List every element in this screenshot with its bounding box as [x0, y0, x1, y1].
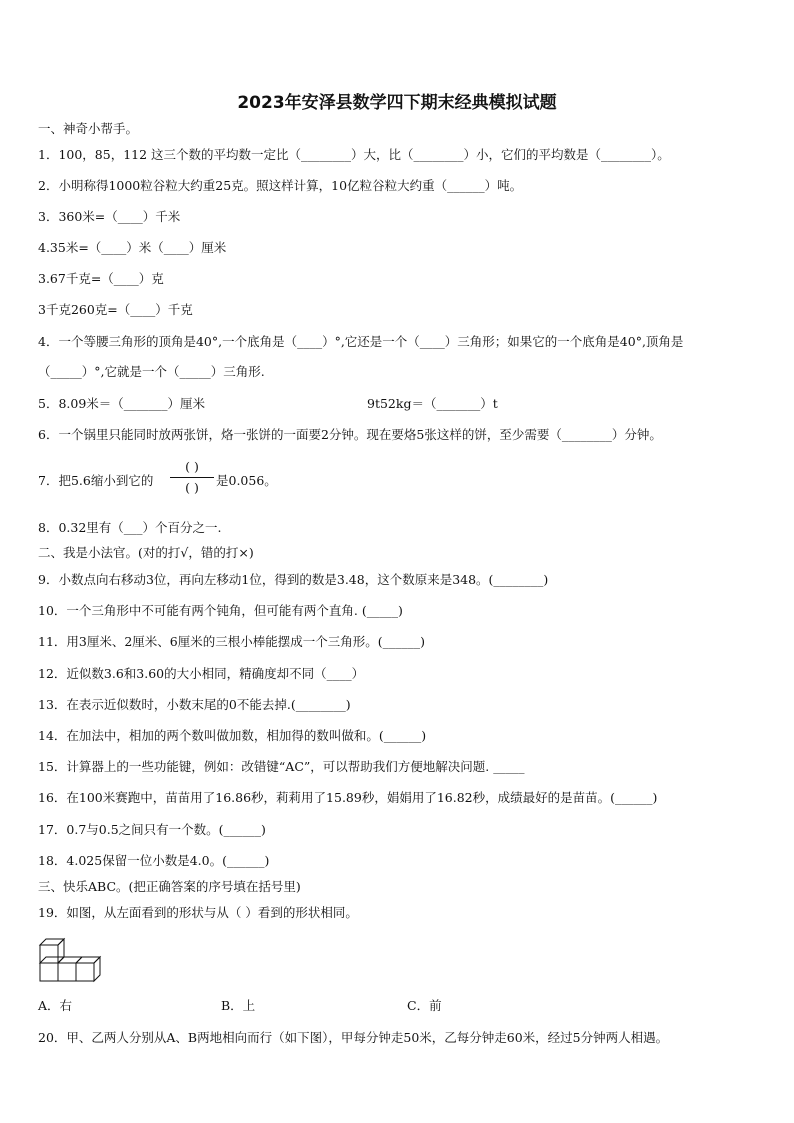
question-2: 2．小明称得1000粒谷粒大约重25克。照这样计算，10亿粒谷粒大约重（______）吨。	[38, 178, 523, 193]
option-a: A．右	[38, 998, 73, 1013]
question-1: 1．100，85，112 这三个数的平均数一定比（________）大，比（________）小，它们的平均数是（________）。	[38, 147, 670, 162]
question-17: 17．0.7与0.5之间只有一个数。(______)	[38, 822, 266, 837]
question-15: 15．计算器上的一些功能键，例如：改错键“AC”，可以帮助我们方便地解决问题. _____	[38, 759, 525, 774]
question-20: 20．甲、乙两人分别从A、B两地相向而行（如下图），甲每分钟走50米，乙每分钟走60米，经过5分钟两人相遇。	[38, 1030, 669, 1045]
question-4: 4．一个等腰三角形的顶角是40°,一个底角是（____）°,它还是一个（____）三角形；如果它的一个底角是40°,顶角是	[38, 334, 684, 349]
question-18: 18．4.025保留一位小数是4.0。(______)	[38, 853, 270, 868]
question-10: 10．一个三角形中不可能有两个钝角，但可能有两个直角. (_____)	[38, 603, 403, 618]
question-11: 11．用3厘米、2厘米、6厘米的三根小棒能摆成一个三角形。(______)	[38, 634, 426, 649]
question-14: 14．在加法中，相加的两个数叫做加数，相加得的数叫做和。(______)	[38, 728, 427, 743]
fraction	[170, 459, 214, 496]
section-1-heading: 一、神奇小帮手。	[38, 121, 139, 136]
question-7: 7．把5.6缩小到它的	[38, 473, 154, 488]
question-6: 6．一个锅里只能同时放两张饼，烙一张饼的一面要2分钟。现在要烙5张这样的饼，至少需要（________）分钟。	[38, 427, 662, 442]
question-8: 8．0.32里有（___）个百分之一.	[38, 520, 222, 535]
cube-figure	[38, 937, 114, 985]
page-title: 2023年安泽县数学四下期末经典模拟试题	[237, 93, 557, 113]
question-4-cont: （_____）°,它就是一个（_____）三角形.	[38, 364, 265, 379]
question-3b: 4.35米=（____）米（____）厘米	[38, 240, 227, 255]
option-c: C．前	[407, 998, 442, 1013]
question-5a: 5．8.09米＝（_______）厘米	[38, 396, 206, 411]
question-5b: 9t52kg＝（_______）t	[367, 396, 498, 411]
question-16: 16．在100米赛跑中，苗苗用了16.86秒，莉莉用了15.89秒，娟娟用了16.82秒，成绩最好的是苗苗。(______)	[38, 790, 658, 805]
question-3d: 3千克260克=（____）千克	[38, 302, 193, 317]
question-19: 19．如图，从左面看到的形状与从（ ）看到的形状相同。	[38, 905, 358, 920]
question-9: 9．小数点向右移动3位，再向左移动1位，得到的数是3.48，这个数原来是348。(________)	[38, 572, 549, 587]
fraction-numerator: ( )	[185, 459, 199, 474]
option-b: B．上	[221, 998, 256, 1013]
fraction-bar	[170, 477, 214, 478]
section-3-heading: 三、快乐ABC。(把正确答案的序号填在括号里)	[38, 879, 301, 894]
fraction-denominator: ( )	[185, 480, 199, 495]
question-7-tail: 是0.056。	[216, 473, 277, 488]
question-12: 12．近似数3.6和3.60的大小相同，精确度却不同（____）	[38, 666, 365, 681]
question-3a: 3．360米=（____）千米	[38, 209, 181, 224]
question-13: 13．在表示近似数时，小数末尾的0不能去掉.(________)	[38, 697, 351, 712]
question-3c: 3.67千克=（____）克	[38, 271, 164, 286]
section-2-heading: 二、我是小法官。(对的打√，错的打×)	[38, 545, 254, 560]
